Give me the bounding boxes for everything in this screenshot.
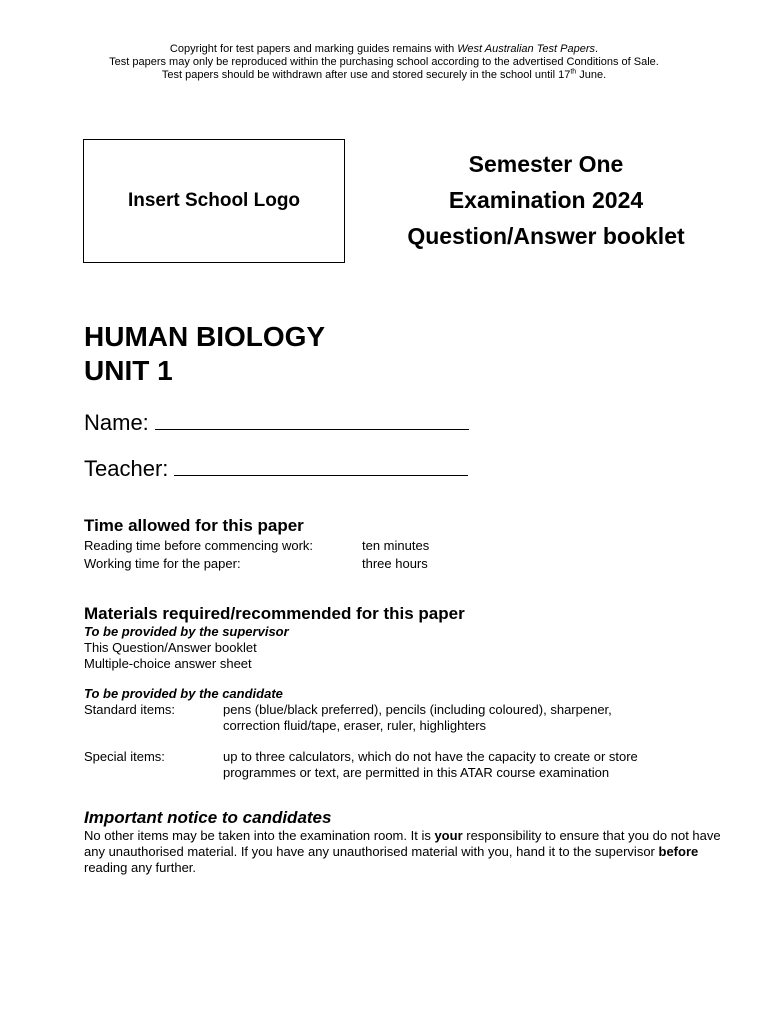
copyright-line-2: Test papers may only be reproduced within the purchasing school according to the advertised Conditions of Sale.	[109, 56, 659, 68]
candidate-heading: To be provided by the candidate	[84, 686, 283, 701]
exam-title-line-1: Semester One	[468, 151, 624, 177]
standard-items-row	[84, 702, 724, 734]
school-logo-placeholder	[83, 139, 345, 263]
time-row-label: Reading time before commencing work:	[84, 538, 314, 553]
teacher-field	[84, 456, 468, 482]
subject-line-2: UNIT 1	[84, 355, 173, 386]
logo-placeholder-text: Insert School Logo	[127, 190, 301, 211]
subject-title	[84, 320, 325, 388]
supervisor-item: Multiple-choice answer sheet	[84, 656, 252, 671]
notice-body: No other items may be taken into the examination room. It is your responsibility to ensure that you do not have any unauthorised material. If you have any unauthorised material with you, hand it to the supervisor before reading any further.	[84, 828, 721, 875]
subject-line-1: HUMAN BIOLOGY	[84, 321, 326, 352]
copyright-notice	[0, 43, 768, 82]
exam-title-line-3: Question/Answer booklet	[407, 223, 685, 249]
exam-title-line-2: Examination 2024	[448, 187, 644, 213]
notice-heading: Important notice to candidates	[84, 808, 332, 827]
time-row-value: ten minutes	[362, 538, 430, 553]
exam-title	[360, 146, 732, 254]
name-answer-line[interactable]	[155, 411, 469, 430]
time-table	[84, 538, 429, 572]
special-items-row	[84, 749, 724, 781]
materials-heading: Materials required/recommended for this paper	[84, 604, 465, 623]
copyright-line-3: Test papers should be withdrawn after use and stored securely in the school until 17th June.	[161, 68, 607, 81]
materials-section	[84, 624, 724, 781]
standard-items-label: Standard items:	[84, 702, 176, 717]
time-row-label: Working time for the paper:	[84, 556, 241, 571]
special-items-label: Special items:	[84, 749, 165, 764]
time-row-reading	[84, 538, 429, 554]
name-field	[84, 410, 469, 436]
teacher-answer-line[interactable]	[174, 457, 468, 476]
supervisor-item: This Question/Answer booklet	[84, 640, 257, 655]
name-label: Name:	[84, 410, 149, 435]
time-heading: Time allowed for this paper	[84, 516, 304, 535]
copyright-line-1: Copyright for test papers and marking guides remains with West Australian Test Papers.	[169, 43, 599, 55]
standard-items-text: pens (blue/black preferred), pencils (including coloured), sharpener, correction fluid/tape, eraser, ruler, highlighters	[223, 702, 612, 733]
time-row-value: three hours	[362, 556, 428, 571]
supervisor-heading: To be provided by the supervisor	[84, 624, 289, 639]
time-row-working	[84, 556, 429, 572]
special-items-text: up to three calculators, which do not have the capacity to create or store programmes or text, are permitted in this ATAR course examination	[223, 749, 638, 780]
teacher-label: Teacher:	[84, 456, 169, 481]
